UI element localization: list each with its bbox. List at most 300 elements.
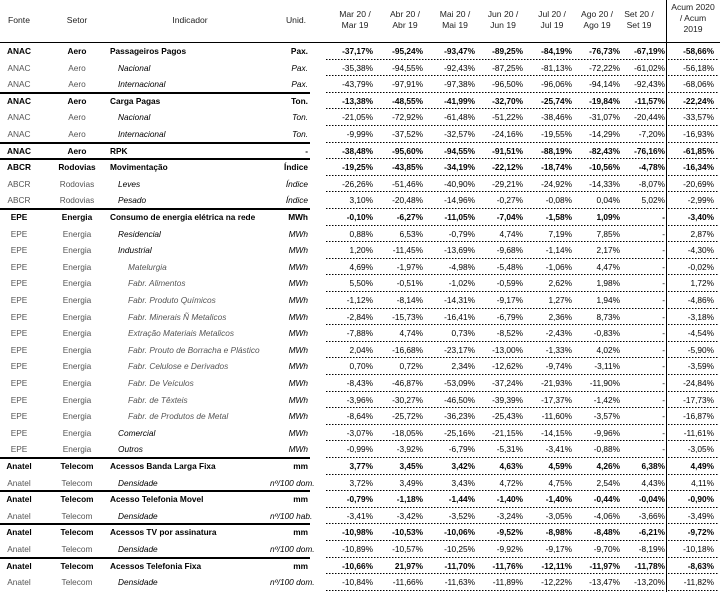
cell-fonte: ANAC bbox=[7, 79, 31, 90]
cell-value: -0,08% bbox=[545, 195, 572, 206]
cell-value: -1,33% bbox=[545, 344, 572, 355]
cell-value: -3,92% bbox=[396, 444, 423, 455]
cell-value: -0,27% bbox=[496, 195, 523, 206]
cell-indicador: Fabr. Produto Químicos bbox=[128, 295, 216, 305]
cell-value: -10,53% bbox=[392, 527, 423, 538]
cell-fonte: Anatel bbox=[7, 577, 31, 588]
cell-indicador: Fabr. Prouto de Borracha e Plástico bbox=[128, 344, 260, 355]
cell-setor: Telecom bbox=[61, 510, 93, 521]
table-row bbox=[0, 275, 720, 291]
cell-setor: Energia bbox=[61, 212, 93, 222]
table-row bbox=[0, 209, 720, 225]
cell-setor: Aero bbox=[67, 46, 87, 56]
table-row bbox=[0, 242, 720, 258]
table-row bbox=[0, 475, 720, 491]
cell-value: -72,22% bbox=[589, 62, 620, 73]
cell-value: -6,79% bbox=[496, 311, 523, 322]
cell-value: 5,02% bbox=[641, 195, 665, 206]
cell-indicador: Leves bbox=[118, 178, 141, 189]
cell-unid: Pax. bbox=[291, 62, 308, 73]
cell-value: -1,97% bbox=[396, 261, 423, 272]
cell-unid: mm bbox=[293, 560, 308, 571]
cell-value: -14,29% bbox=[589, 129, 620, 139]
cell-acum: -22,24% bbox=[683, 95, 714, 106]
cell-value: -14,33% bbox=[589, 178, 620, 189]
cell-setor: Energia bbox=[62, 411, 92, 422]
cell-fonte: EPE bbox=[10, 261, 28, 272]
cell-unid: MWh bbox=[288, 444, 308, 455]
cell-value: 21,97% bbox=[394, 560, 423, 571]
cell-value: - bbox=[662, 261, 665, 272]
cell-value: 3,43% bbox=[451, 477, 475, 488]
cell-acum: -58,66% bbox=[683, 46, 714, 56]
cell-acum: -9,72% bbox=[687, 527, 714, 538]
cell-value: -1,44% bbox=[448, 494, 475, 505]
cell-acum: -8,63% bbox=[687, 560, 714, 571]
table-header bbox=[0, 0, 720, 42]
cell-value: -3,24% bbox=[496, 510, 523, 521]
cell-unid: Pax. bbox=[290, 46, 308, 56]
table-row bbox=[0, 176, 720, 192]
cell-value: -0,83% bbox=[593, 328, 620, 339]
table-row bbox=[0, 76, 720, 92]
cell-setor: Telecom bbox=[60, 461, 94, 471]
cell-value: -11,76% bbox=[492, 560, 523, 571]
cell-value: - bbox=[662, 328, 665, 339]
cell-indicador: Nacional bbox=[118, 112, 151, 123]
cell-value: -32,70% bbox=[492, 95, 523, 106]
row-divider bbox=[668, 590, 718, 591]
cell-value: -96,06% bbox=[541, 79, 572, 90]
cell-indicador: Industrial bbox=[118, 245, 152, 256]
cell-value: -9,52% bbox=[496, 527, 523, 538]
cell-value: -10,06% bbox=[444, 527, 475, 538]
cell-indicador: Densidade bbox=[118, 510, 158, 521]
cell-setor: Rodovias bbox=[59, 178, 95, 189]
cell-value: -9,92% bbox=[496, 544, 523, 554]
cell-fonte: ANAC bbox=[7, 95, 31, 106]
cell-value: -72,92% bbox=[392, 112, 423, 123]
cell-value: 6,38% bbox=[641, 461, 665, 471]
cell-setor: Telecom bbox=[60, 560, 94, 571]
cell-fonte: EPE bbox=[10, 427, 28, 438]
cell-value: -25,74% bbox=[541, 95, 572, 106]
cell-value: -8,43% bbox=[346, 378, 373, 388]
table-row bbox=[0, 126, 720, 142]
cell-value: -92,43% bbox=[444, 62, 475, 73]
cell-value: -14,31% bbox=[444, 295, 475, 305]
cell-value: 2,34% bbox=[451, 361, 475, 372]
cell-acum: -10,18% bbox=[683, 544, 714, 554]
cell-value: - bbox=[662, 295, 665, 305]
cell-value: -5,31% bbox=[496, 444, 523, 455]
cell-value: -3,66% bbox=[638, 510, 665, 521]
cell-unid: MWh bbox=[288, 212, 308, 222]
cell-value: -20,44% bbox=[634, 112, 665, 123]
cell-indicador: Fabr. Celulose e Derivados bbox=[128, 361, 229, 372]
row-divider bbox=[326, 590, 664, 591]
cell-indicador: RPK bbox=[110, 145, 128, 156]
cell-setor: Energia bbox=[62, 245, 92, 256]
cell-value: -3,11% bbox=[594, 361, 620, 372]
cell-value: -1,18% bbox=[396, 494, 423, 505]
cell-acum: -3,05% bbox=[687, 444, 714, 455]
cell-fonte: ANAC bbox=[7, 112, 31, 123]
cell-value: 1,94% bbox=[596, 295, 620, 305]
cell-value: -6,79% bbox=[448, 444, 475, 455]
cell-setor: Energia bbox=[62, 328, 92, 339]
cell-setor: Energia bbox=[62, 311, 92, 322]
cell-setor: Energia bbox=[62, 361, 92, 372]
header-period-5: Ago 20 / Ago 19 bbox=[580, 9, 613, 30]
cell-fonte: ABCR bbox=[7, 178, 31, 189]
cell-acum: -3,49% bbox=[687, 510, 714, 521]
cell-setor: Aero bbox=[68, 129, 86, 139]
cell-value: -13,38% bbox=[342, 95, 373, 106]
cell-value: -37,17% bbox=[342, 46, 373, 56]
cell-fonte: EPE bbox=[10, 278, 28, 289]
cell-value: -18,05% bbox=[392, 427, 423, 438]
cell-value: -2,84% bbox=[346, 311, 373, 322]
cell-acum: -11,82% bbox=[683, 577, 714, 588]
cell-value: -92,43% bbox=[634, 79, 665, 90]
cell-value: -13,00% bbox=[492, 344, 523, 355]
cell-value: -11,45% bbox=[392, 245, 423, 256]
cell-value: -3,41% bbox=[346, 510, 373, 521]
table-row bbox=[0, 392, 720, 408]
cell-value: 3,42% bbox=[451, 461, 475, 471]
cell-value: - bbox=[662, 361, 665, 372]
cell-value: -8,48% bbox=[593, 527, 620, 538]
cell-fonte: Anatel bbox=[6, 494, 32, 505]
cell-value: - bbox=[662, 228, 665, 239]
cell-value: -0,79% bbox=[448, 228, 475, 239]
cell-indicador: Extração Materiais Metalicos bbox=[128, 328, 235, 339]
cell-value: 5,50% bbox=[349, 278, 373, 289]
cell-value: -10,25% bbox=[444, 544, 475, 554]
cell-setor: Rodovias bbox=[58, 162, 96, 173]
cell-value: 0,72% bbox=[399, 361, 423, 372]
cell-unid: MWh bbox=[288, 261, 308, 272]
cell-unid: Pax. bbox=[291, 79, 308, 90]
cell-acum: 4,11% bbox=[691, 477, 714, 488]
cell-acum: -24,84% bbox=[683, 378, 714, 388]
cell-fonte: EPE bbox=[10, 378, 28, 388]
cell-value: -94,55% bbox=[444, 145, 475, 156]
cell-value: -17,37% bbox=[541, 394, 572, 405]
cell-indicador: Passageiros Pagos bbox=[110, 46, 187, 56]
cell-value: -46,87% bbox=[392, 378, 423, 388]
cell-acum: -0,90% bbox=[687, 494, 714, 505]
cell-value: -23,17% bbox=[444, 344, 475, 355]
cell-value: -38,48% bbox=[342, 145, 373, 156]
cell-value: -1,12% bbox=[346, 295, 373, 305]
cell-value: 7,85% bbox=[596, 228, 620, 239]
table-row bbox=[0, 259, 720, 275]
cell-value: 2,54% bbox=[596, 477, 620, 488]
cell-fonte: ABCR bbox=[7, 195, 31, 206]
cell-setor: Telecom bbox=[61, 577, 93, 588]
cell-fonte: EPE bbox=[10, 328, 28, 339]
cell-unid: Ton. bbox=[291, 95, 308, 106]
cell-value: -88,19% bbox=[541, 145, 572, 156]
cell-value: -8,64% bbox=[346, 411, 373, 422]
cell-fonte: Anatel bbox=[6, 527, 32, 538]
cell-unid: MWh bbox=[288, 311, 308, 322]
cell-value: -4,06% bbox=[593, 510, 620, 521]
cell-value: 1,98% bbox=[596, 278, 620, 289]
cell-value: 4,75% bbox=[548, 477, 572, 488]
cell-unid: MWh bbox=[288, 361, 308, 372]
cell-value: 0,04% bbox=[596, 195, 620, 206]
header-period-2: Mai 20 / Mai 19 bbox=[439, 9, 471, 30]
cell-value: -9,99% bbox=[346, 129, 373, 139]
cell-value: -82,43% bbox=[589, 145, 620, 156]
cell-indicador: Residencial bbox=[118, 228, 161, 239]
cell-value: -36,23% bbox=[444, 411, 475, 422]
cell-value: -37,24% bbox=[492, 378, 523, 388]
cell-value: -12,11% bbox=[541, 560, 572, 571]
cell-setor: Energia bbox=[62, 261, 92, 272]
cell-value: -1,40% bbox=[496, 494, 523, 505]
cell-value: -10,98% bbox=[342, 527, 373, 538]
table-row bbox=[0, 441, 720, 457]
cell-value: -21,05% bbox=[342, 112, 373, 123]
table-row bbox=[0, 325, 720, 341]
header-period-1: Abr 20 / Abr 19 bbox=[389, 9, 421, 30]
cell-value: -8,19% bbox=[638, 544, 665, 554]
table-row bbox=[0, 375, 720, 391]
cell-value: -20,48% bbox=[392, 195, 423, 206]
cell-unid: nº/100 dom. bbox=[270, 577, 315, 588]
group-divider bbox=[0, 208, 310, 210]
table-row bbox=[0, 60, 720, 76]
cell-value: -29,21% bbox=[492, 178, 523, 189]
cell-value: -15,73% bbox=[392, 311, 423, 322]
cell-setor: Energia bbox=[62, 344, 92, 355]
cell-setor: Telecom bbox=[60, 527, 94, 538]
cell-setor: Aero bbox=[67, 95, 87, 106]
cell-value: -94,14% bbox=[589, 79, 620, 90]
cell-value: -14,96% bbox=[444, 195, 475, 206]
cell-acum: -16,87% bbox=[683, 411, 714, 422]
cell-setor: Aero bbox=[68, 112, 86, 123]
cell-setor: Telecom bbox=[60, 494, 94, 505]
cell-value: 4,47% bbox=[596, 261, 620, 272]
cell-indicador: Nacional bbox=[118, 62, 151, 73]
cell-unid: - bbox=[305, 145, 308, 156]
cell-acum: -5,90% bbox=[687, 344, 714, 355]
cell-value: -7,20% bbox=[638, 129, 665, 139]
table-row bbox=[0, 292, 720, 308]
cell-value: -61,48% bbox=[444, 112, 475, 123]
cell-unid: Ton. bbox=[292, 129, 308, 139]
cell-acum: 4,49% bbox=[690, 461, 714, 471]
cell-fonte: ANAC bbox=[7, 46, 31, 56]
cell-unid: MWh bbox=[288, 328, 308, 339]
cell-unid: nº/100 dom. bbox=[270, 544, 315, 554]
cell-value: -46,50% bbox=[444, 394, 475, 405]
cell-value: 4,69% bbox=[349, 261, 373, 272]
cell-acum: -68,06% bbox=[683, 79, 714, 90]
cell-value: -6,27% bbox=[396, 212, 423, 222]
header-unid: Unid. bbox=[285, 15, 307, 25]
cell-unid: MWh bbox=[288, 278, 308, 289]
cell-value: 2,36% bbox=[548, 311, 572, 322]
cell-value: -9,96% bbox=[593, 427, 620, 438]
header-period-0: Mar 20 / Mar 19 bbox=[339, 9, 371, 30]
cell-value: -24,16% bbox=[492, 129, 523, 139]
cell-value: -16,68% bbox=[392, 344, 423, 355]
cell-fonte: Anatel bbox=[6, 560, 32, 571]
cell-acum: -20,69% bbox=[683, 178, 714, 189]
cell-value: -0,59% bbox=[496, 278, 523, 289]
cell-acum: -3,59% bbox=[687, 361, 714, 372]
cell-value: -11,89% bbox=[492, 577, 523, 588]
cell-unid: MWh bbox=[288, 411, 308, 422]
cell-value: -0,04% bbox=[638, 494, 665, 505]
cell-setor: Telecom bbox=[61, 544, 93, 554]
cell-unid: mm bbox=[293, 527, 308, 538]
cell-value: -11,63% bbox=[444, 577, 475, 588]
cell-acum: -16,34% bbox=[683, 162, 714, 173]
cell-value: -14,15% bbox=[541, 427, 572, 438]
cell-value: -41,99% bbox=[444, 95, 475, 106]
cell-acum: -0,02% bbox=[687, 261, 714, 272]
cell-value: 0,73% bbox=[451, 328, 475, 339]
group-divider bbox=[0, 92, 310, 94]
cell-value: -19,84% bbox=[589, 95, 620, 106]
cell-indicador: Fabr. De Veículos bbox=[128, 378, 194, 388]
cell-value: -84,19% bbox=[541, 46, 572, 56]
cell-value: -0,99% bbox=[346, 444, 373, 455]
cell-fonte: EPE bbox=[10, 212, 28, 222]
cell-fonte: EPE bbox=[10, 411, 28, 422]
cell-value: -6,21% bbox=[638, 527, 665, 538]
cell-value: -43,85% bbox=[392, 162, 423, 173]
cell-value: -97,38% bbox=[444, 79, 475, 90]
cell-indicador: Fabr. de Têxteis bbox=[128, 394, 188, 405]
cell-fonte: EPE bbox=[10, 361, 28, 372]
cell-indicador: Matelurgia bbox=[128, 261, 167, 272]
cell-indicador: Outros bbox=[118, 444, 143, 455]
cell-value: -10,66% bbox=[342, 560, 373, 571]
cell-value: -39,39% bbox=[492, 394, 523, 405]
cell-acum: 2,87% bbox=[690, 228, 714, 239]
cell-value: -21,15% bbox=[492, 427, 523, 438]
cell-value: - bbox=[662, 378, 665, 388]
cell-value: 1,20% bbox=[349, 245, 373, 256]
cell-value: -4,98% bbox=[448, 261, 475, 272]
cell-value: -32,57% bbox=[444, 129, 475, 139]
cell-value: -16,41% bbox=[444, 311, 475, 322]
cell-value: -43,79% bbox=[342, 79, 373, 90]
table-row bbox=[0, 309, 720, 325]
cell-value: -13,69% bbox=[444, 245, 475, 256]
cell-acum: -3,18% bbox=[687, 311, 714, 322]
cell-value: -1,42% bbox=[593, 394, 620, 405]
table-row bbox=[0, 425, 720, 441]
cell-setor: Energia bbox=[62, 378, 92, 388]
cell-unid: MWh bbox=[288, 228, 308, 239]
table-row bbox=[0, 226, 720, 242]
cell-unid: Índice bbox=[285, 178, 308, 189]
table-row bbox=[0, 143, 720, 159]
cell-fonte: Anatel bbox=[7, 544, 31, 554]
cell-unid: MWh bbox=[288, 427, 308, 438]
cell-setor: Energia bbox=[62, 444, 92, 455]
cell-value: -0,88% bbox=[593, 444, 620, 455]
cell-value: -31,07% bbox=[589, 112, 620, 123]
cell-fonte: EPE bbox=[10, 228, 28, 239]
cell-value: -89,25% bbox=[492, 46, 523, 56]
cell-setor: Aero bbox=[68, 62, 86, 73]
header-fonte: Fonte bbox=[8, 15, 30, 25]
cell-value: -37,52% bbox=[392, 129, 423, 139]
cell-unid: mm bbox=[293, 494, 308, 505]
cell-setor: Energia bbox=[62, 295, 92, 305]
header-period-3: Jun 20 / Jun 19 bbox=[487, 9, 519, 30]
header-acum: Acum 2020 / Acum 2019 bbox=[671, 2, 715, 34]
cell-fonte: EPE bbox=[10, 394, 28, 405]
cell-unid: Índice bbox=[284, 162, 308, 173]
cell-unid: MWh bbox=[288, 245, 308, 256]
cell-setor: Aero bbox=[68, 79, 86, 90]
cell-acum: -2,99% bbox=[687, 195, 714, 206]
cell-value: -38,46% bbox=[541, 112, 572, 123]
header-period-4: Jul 20 / Jul 19 bbox=[538, 9, 566, 30]
group-divider bbox=[0, 523, 310, 525]
cell-value: -81,13% bbox=[541, 62, 572, 73]
cell-unid: nº/100 dom. bbox=[270, 477, 315, 488]
cell-indicador: Densidade bbox=[118, 577, 158, 588]
table-row bbox=[0, 574, 720, 590]
cell-value: -40,90% bbox=[444, 178, 475, 189]
cell-acum: -33,57% bbox=[683, 112, 714, 123]
cell-value: 4,74% bbox=[399, 328, 423, 339]
cell-value: -2,43% bbox=[545, 328, 572, 339]
cell-value: -12,62% bbox=[492, 361, 523, 372]
cell-value: -11,97% bbox=[589, 560, 620, 571]
cell-setor: Energia bbox=[62, 278, 92, 289]
cell-value: 4,59% bbox=[548, 461, 572, 471]
cell-acum: -17,73% bbox=[683, 394, 714, 405]
cell-value: - bbox=[662, 427, 665, 438]
table-row bbox=[0, 491, 720, 507]
cell-value: -30,27% bbox=[392, 394, 423, 405]
cell-indicador: Acessos Telefonia Fixa bbox=[110, 560, 202, 571]
cell-value: -10,57% bbox=[392, 544, 423, 554]
cell-indicador: Pesado bbox=[118, 195, 147, 206]
cell-value: -0,79% bbox=[346, 494, 373, 505]
cell-value: -51,22% bbox=[492, 112, 523, 123]
cell-acum: -4,30% bbox=[687, 245, 714, 256]
cell-value: -4,78% bbox=[638, 162, 665, 173]
cell-value: -11,70% bbox=[444, 560, 475, 571]
cell-indicador: Acesso Telefonia Movel bbox=[110, 494, 204, 505]
cell-fonte: Anatel bbox=[6, 461, 32, 471]
cell-fonte: EPE bbox=[10, 295, 28, 305]
cell-fonte: EPE bbox=[10, 311, 28, 322]
cell-indicador: Internacional bbox=[118, 129, 166, 139]
cell-unid: MWh bbox=[288, 344, 308, 355]
cell-fonte: Anatel bbox=[7, 477, 31, 488]
cell-unid: Índice bbox=[285, 195, 308, 206]
cell-acum: -4,86% bbox=[687, 295, 714, 305]
cell-value: -35,38% bbox=[342, 62, 373, 73]
cell-setor: Energia bbox=[62, 228, 92, 239]
cell-value: -25,16% bbox=[444, 427, 475, 438]
